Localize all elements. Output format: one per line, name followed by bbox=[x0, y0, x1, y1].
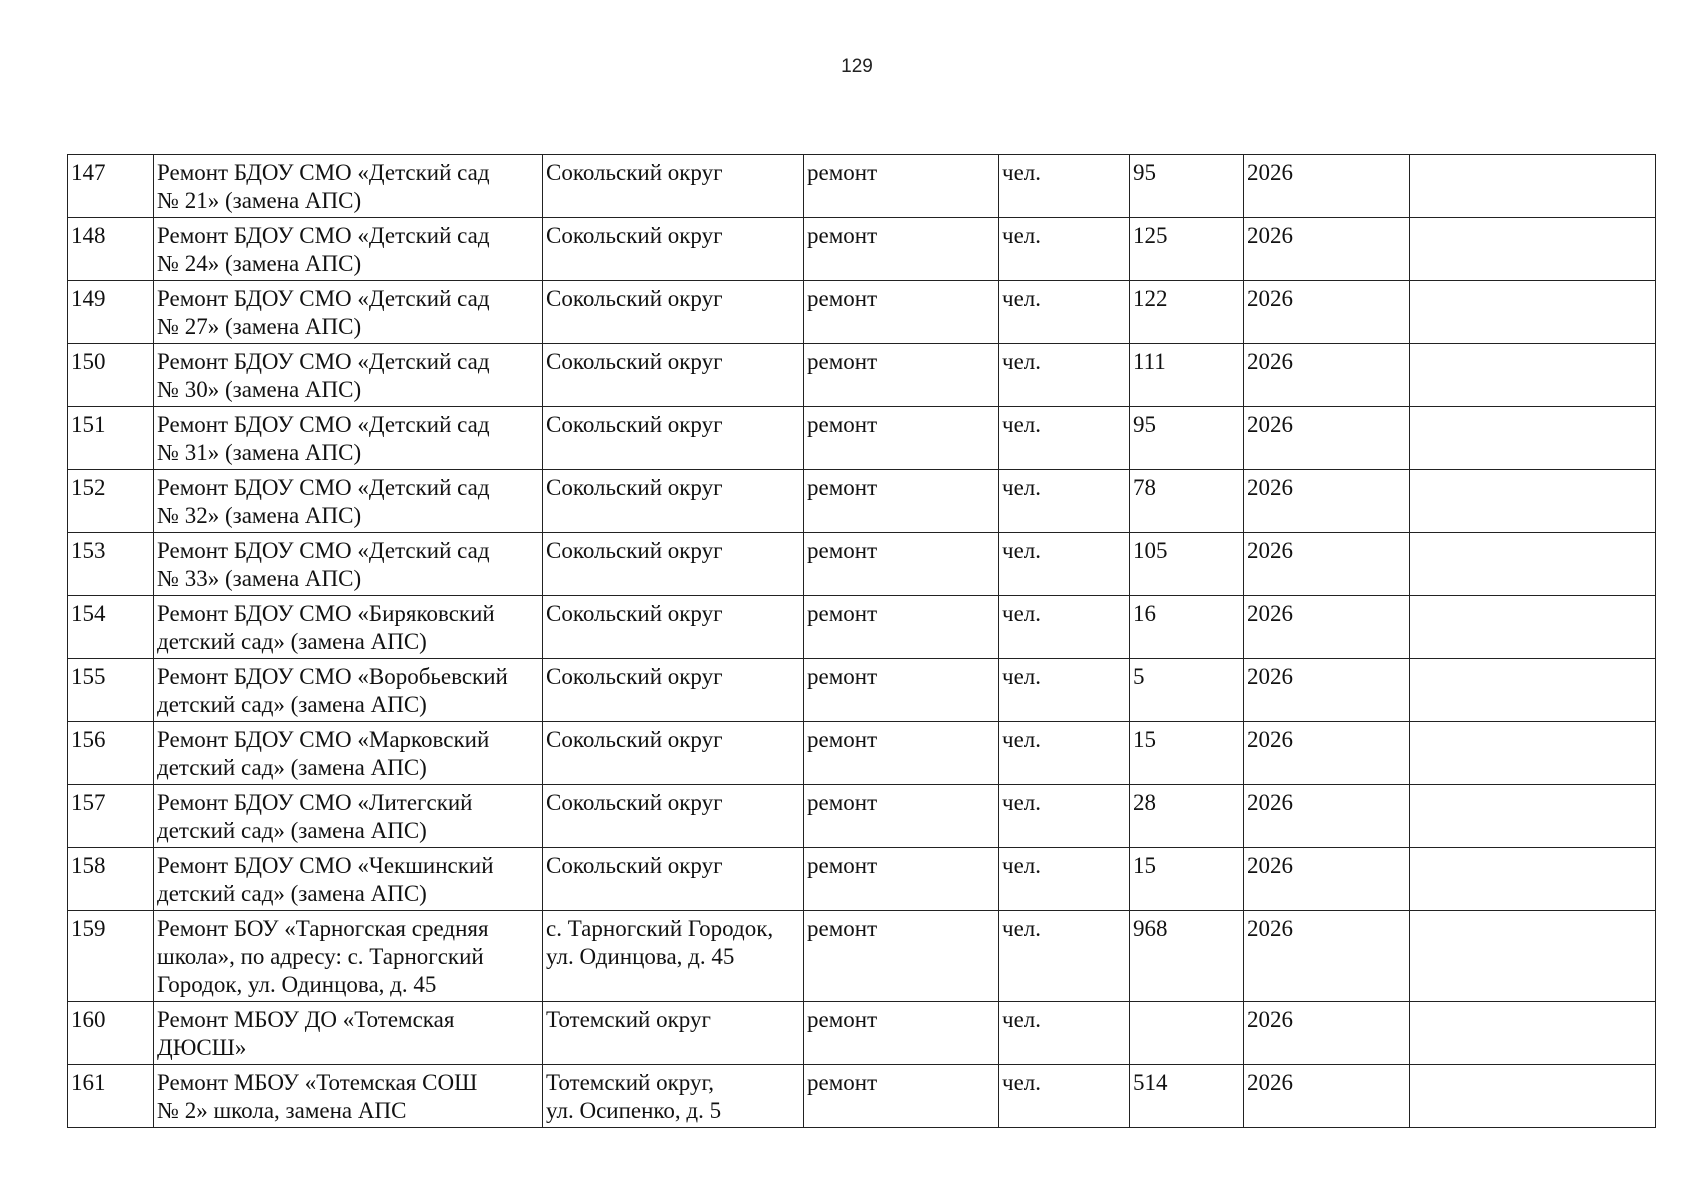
value-cell: 95 bbox=[1130, 155, 1244, 218]
unit-cell: чел. bbox=[999, 218, 1130, 281]
year-cell: 2026 bbox=[1244, 1002, 1410, 1065]
object-name-cell: Ремонт БДОУ СМО «Детский сад № 30» (замена АПС) bbox=[154, 344, 543, 407]
note-cell bbox=[1410, 1065, 1656, 1128]
object-name-cell: Ремонт БДОУ СМО «Детский сад № 33» (замена АПС) bbox=[154, 533, 543, 596]
unit-cell: чел. bbox=[999, 659, 1130, 722]
unit-cell: чел. bbox=[999, 911, 1130, 1002]
value-cell: 15 bbox=[1130, 722, 1244, 785]
year-cell: 2026 bbox=[1244, 155, 1410, 218]
unit-cell: чел. bbox=[999, 722, 1130, 785]
year-cell: 2026 bbox=[1244, 281, 1410, 344]
note-cell bbox=[1410, 533, 1656, 596]
table-row bbox=[68, 470, 1656, 533]
value-cell: 111 bbox=[1130, 344, 1244, 407]
table-row bbox=[68, 785, 1656, 848]
row-number-cell: 153 bbox=[68, 533, 154, 596]
row-number-cell: 159 bbox=[68, 911, 154, 1002]
row-number-cell: 154 bbox=[68, 596, 154, 659]
unit-cell: чел. bbox=[999, 785, 1130, 848]
work-type-cell: ремонт bbox=[804, 785, 999, 848]
value-cell: 105 bbox=[1130, 533, 1244, 596]
value-cell: 5 bbox=[1130, 659, 1244, 722]
unit-cell: чел. bbox=[999, 848, 1130, 911]
table-row bbox=[68, 596, 1656, 659]
object-name-cell: Ремонт БДОУ СМО «Детский сад № 21» (замена АПС) bbox=[154, 155, 543, 218]
work-type-cell: ремонт bbox=[804, 848, 999, 911]
year-cell: 2026 bbox=[1244, 533, 1410, 596]
value-cell: 16 bbox=[1130, 596, 1244, 659]
unit-cell: чел. bbox=[999, 407, 1130, 470]
row-number-cell: 155 bbox=[68, 659, 154, 722]
work-type-cell: ремонт bbox=[804, 722, 999, 785]
object-name-cell: Ремонт БДОУ СМО «Детский сад № 27» (замена АПС) bbox=[154, 281, 543, 344]
work-type-cell: ремонт bbox=[804, 596, 999, 659]
page-number: 129 bbox=[841, 56, 873, 77]
object-name-cell: Ремонт БДОУ СМО «Марковский детский сад» (замена АПС) bbox=[154, 722, 543, 785]
year-cell: 2026 bbox=[1244, 848, 1410, 911]
table-row bbox=[68, 218, 1656, 281]
object-name-cell: Ремонт МБОУ ДО «Тотемская ДЮСШ» bbox=[154, 1002, 543, 1065]
row-number-cell: 161 bbox=[68, 1065, 154, 1128]
work-type-cell: ремонт bbox=[804, 911, 999, 1002]
work-type-cell: ремонт bbox=[804, 533, 999, 596]
year-cell: 2026 bbox=[1244, 407, 1410, 470]
location-cell: Сокольский округ bbox=[543, 470, 804, 533]
location-cell: с. Тарногский Городок, ул. Одинцова, д. 45 bbox=[543, 911, 804, 1002]
row-number-cell: 147 bbox=[68, 155, 154, 218]
year-cell: 2026 bbox=[1244, 344, 1410, 407]
table-body bbox=[68, 155, 1656, 1128]
row-number-cell: 148 bbox=[68, 218, 154, 281]
unit-cell: чел. bbox=[999, 1002, 1130, 1065]
unit-cell: чел. bbox=[999, 281, 1130, 344]
year-cell: 2026 bbox=[1244, 659, 1410, 722]
location-cell: Сокольский округ bbox=[543, 218, 804, 281]
object-name-cell: Ремонт БДОУ СМО «Воробьевский детский сад» (замена АПС) bbox=[154, 659, 543, 722]
unit-cell: чел. bbox=[999, 155, 1130, 218]
location-cell: Сокольский округ bbox=[543, 785, 804, 848]
location-cell: Сокольский округ bbox=[543, 533, 804, 596]
work-type-cell: ремонт bbox=[804, 344, 999, 407]
row-number-cell: 152 bbox=[68, 470, 154, 533]
value-cell: 28 bbox=[1130, 785, 1244, 848]
object-name-cell: Ремонт МБОУ «Тотемская СОШ № 2» школа, замена АПС bbox=[154, 1065, 543, 1128]
value-cell: 514 bbox=[1130, 1065, 1244, 1128]
note-cell bbox=[1410, 218, 1656, 281]
location-cell: Сокольский округ bbox=[543, 407, 804, 470]
object-name-cell: Ремонт БОУ «Тарногская средняя школа», по адресу: с. Тарногский Городок, ул. Одинцова, д. 45 bbox=[154, 911, 543, 1002]
table-row bbox=[68, 848, 1656, 911]
location-cell: Тотемский округ bbox=[543, 1002, 804, 1065]
location-cell: Сокольский округ bbox=[543, 155, 804, 218]
object-name-cell: Ремонт БДОУ СМО «Детский сад № 32» (замена АПС) bbox=[154, 470, 543, 533]
note-cell bbox=[1410, 911, 1656, 1002]
year-cell: 2026 bbox=[1244, 911, 1410, 1002]
row-number-cell: 157 bbox=[68, 785, 154, 848]
note-cell bbox=[1410, 785, 1656, 848]
row-number-cell: 156 bbox=[68, 722, 154, 785]
work-type-cell: ремонт bbox=[804, 281, 999, 344]
value-cell bbox=[1130, 1002, 1244, 1065]
location-cell: Сокольский округ bbox=[543, 722, 804, 785]
note-cell bbox=[1410, 722, 1656, 785]
object-name-cell: Ремонт БДОУ СМО «Детский сад № 24» (замена АПС) bbox=[154, 218, 543, 281]
year-cell: 2026 bbox=[1244, 722, 1410, 785]
note-cell bbox=[1410, 344, 1656, 407]
location-cell: Тотемский округ, ул. Осипенко, д. 5 bbox=[543, 1065, 804, 1128]
table-row bbox=[68, 1002, 1656, 1065]
object-name-cell: Ремонт БДОУ СМО «Детский сад № 31» (замена АПС) bbox=[154, 407, 543, 470]
work-type-cell: ремонт bbox=[804, 470, 999, 533]
value-cell: 15 bbox=[1130, 848, 1244, 911]
unit-cell: чел. bbox=[999, 533, 1130, 596]
row-number-cell: 158 bbox=[68, 848, 154, 911]
table-row bbox=[68, 407, 1656, 470]
value-cell: 125 bbox=[1130, 218, 1244, 281]
note-cell bbox=[1410, 1002, 1656, 1065]
value-cell: 122 bbox=[1130, 281, 1244, 344]
table-row bbox=[68, 281, 1656, 344]
work-type-cell: ремонт bbox=[804, 659, 999, 722]
object-name-cell: Ремонт БДОУ СМО «Литегский детский сад» (замена АПС) bbox=[154, 785, 543, 848]
value-cell: 95 bbox=[1130, 407, 1244, 470]
location-cell: Сокольский округ bbox=[543, 596, 804, 659]
year-cell: 2026 bbox=[1244, 1065, 1410, 1128]
repair-table bbox=[67, 154, 1656, 1128]
location-cell: Сокольский округ bbox=[543, 848, 804, 911]
location-cell: Сокольский округ bbox=[543, 344, 804, 407]
work-type-cell: ремонт bbox=[804, 155, 999, 218]
unit-cell: чел. bbox=[999, 470, 1130, 533]
note-cell bbox=[1410, 596, 1656, 659]
table-row bbox=[68, 344, 1656, 407]
note-cell bbox=[1410, 470, 1656, 533]
object-name-cell: Ремонт БДОУ СМО «Чекшинский детский сад» (замена АПС) bbox=[154, 848, 543, 911]
object-name-cell: Ремонт БДОУ СМО «Биряковский детский сад» (замена АПС) bbox=[154, 596, 543, 659]
unit-cell: чел. bbox=[999, 596, 1130, 659]
value-cell: 968 bbox=[1130, 911, 1244, 1002]
table-row bbox=[68, 533, 1656, 596]
note-cell bbox=[1410, 281, 1656, 344]
table-row bbox=[68, 911, 1656, 1002]
row-number-cell: 149 bbox=[68, 281, 154, 344]
value-cell: 78 bbox=[1130, 470, 1244, 533]
work-type-cell: ремонт bbox=[804, 1065, 999, 1128]
note-cell bbox=[1410, 407, 1656, 470]
row-number-cell: 151 bbox=[68, 407, 154, 470]
note-cell bbox=[1410, 848, 1656, 911]
row-number-cell: 150 bbox=[68, 344, 154, 407]
table-row bbox=[68, 1065, 1656, 1128]
year-cell: 2026 bbox=[1244, 596, 1410, 659]
table-row bbox=[68, 155, 1656, 218]
unit-cell: чел. bbox=[999, 1065, 1130, 1128]
note-cell bbox=[1410, 659, 1656, 722]
year-cell: 2026 bbox=[1244, 218, 1410, 281]
table-row bbox=[68, 722, 1656, 785]
work-type-cell: ремонт bbox=[804, 1002, 999, 1065]
table-row bbox=[68, 659, 1656, 722]
work-type-cell: ремонт bbox=[804, 218, 999, 281]
year-cell: 2026 bbox=[1244, 470, 1410, 533]
work-type-cell: ремонт bbox=[804, 407, 999, 470]
year-cell: 2026 bbox=[1244, 785, 1410, 848]
location-cell: Сокольский округ bbox=[543, 659, 804, 722]
row-number-cell: 160 bbox=[68, 1002, 154, 1065]
unit-cell: чел. bbox=[999, 344, 1130, 407]
location-cell: Сокольский округ bbox=[543, 281, 804, 344]
note-cell bbox=[1410, 155, 1656, 218]
